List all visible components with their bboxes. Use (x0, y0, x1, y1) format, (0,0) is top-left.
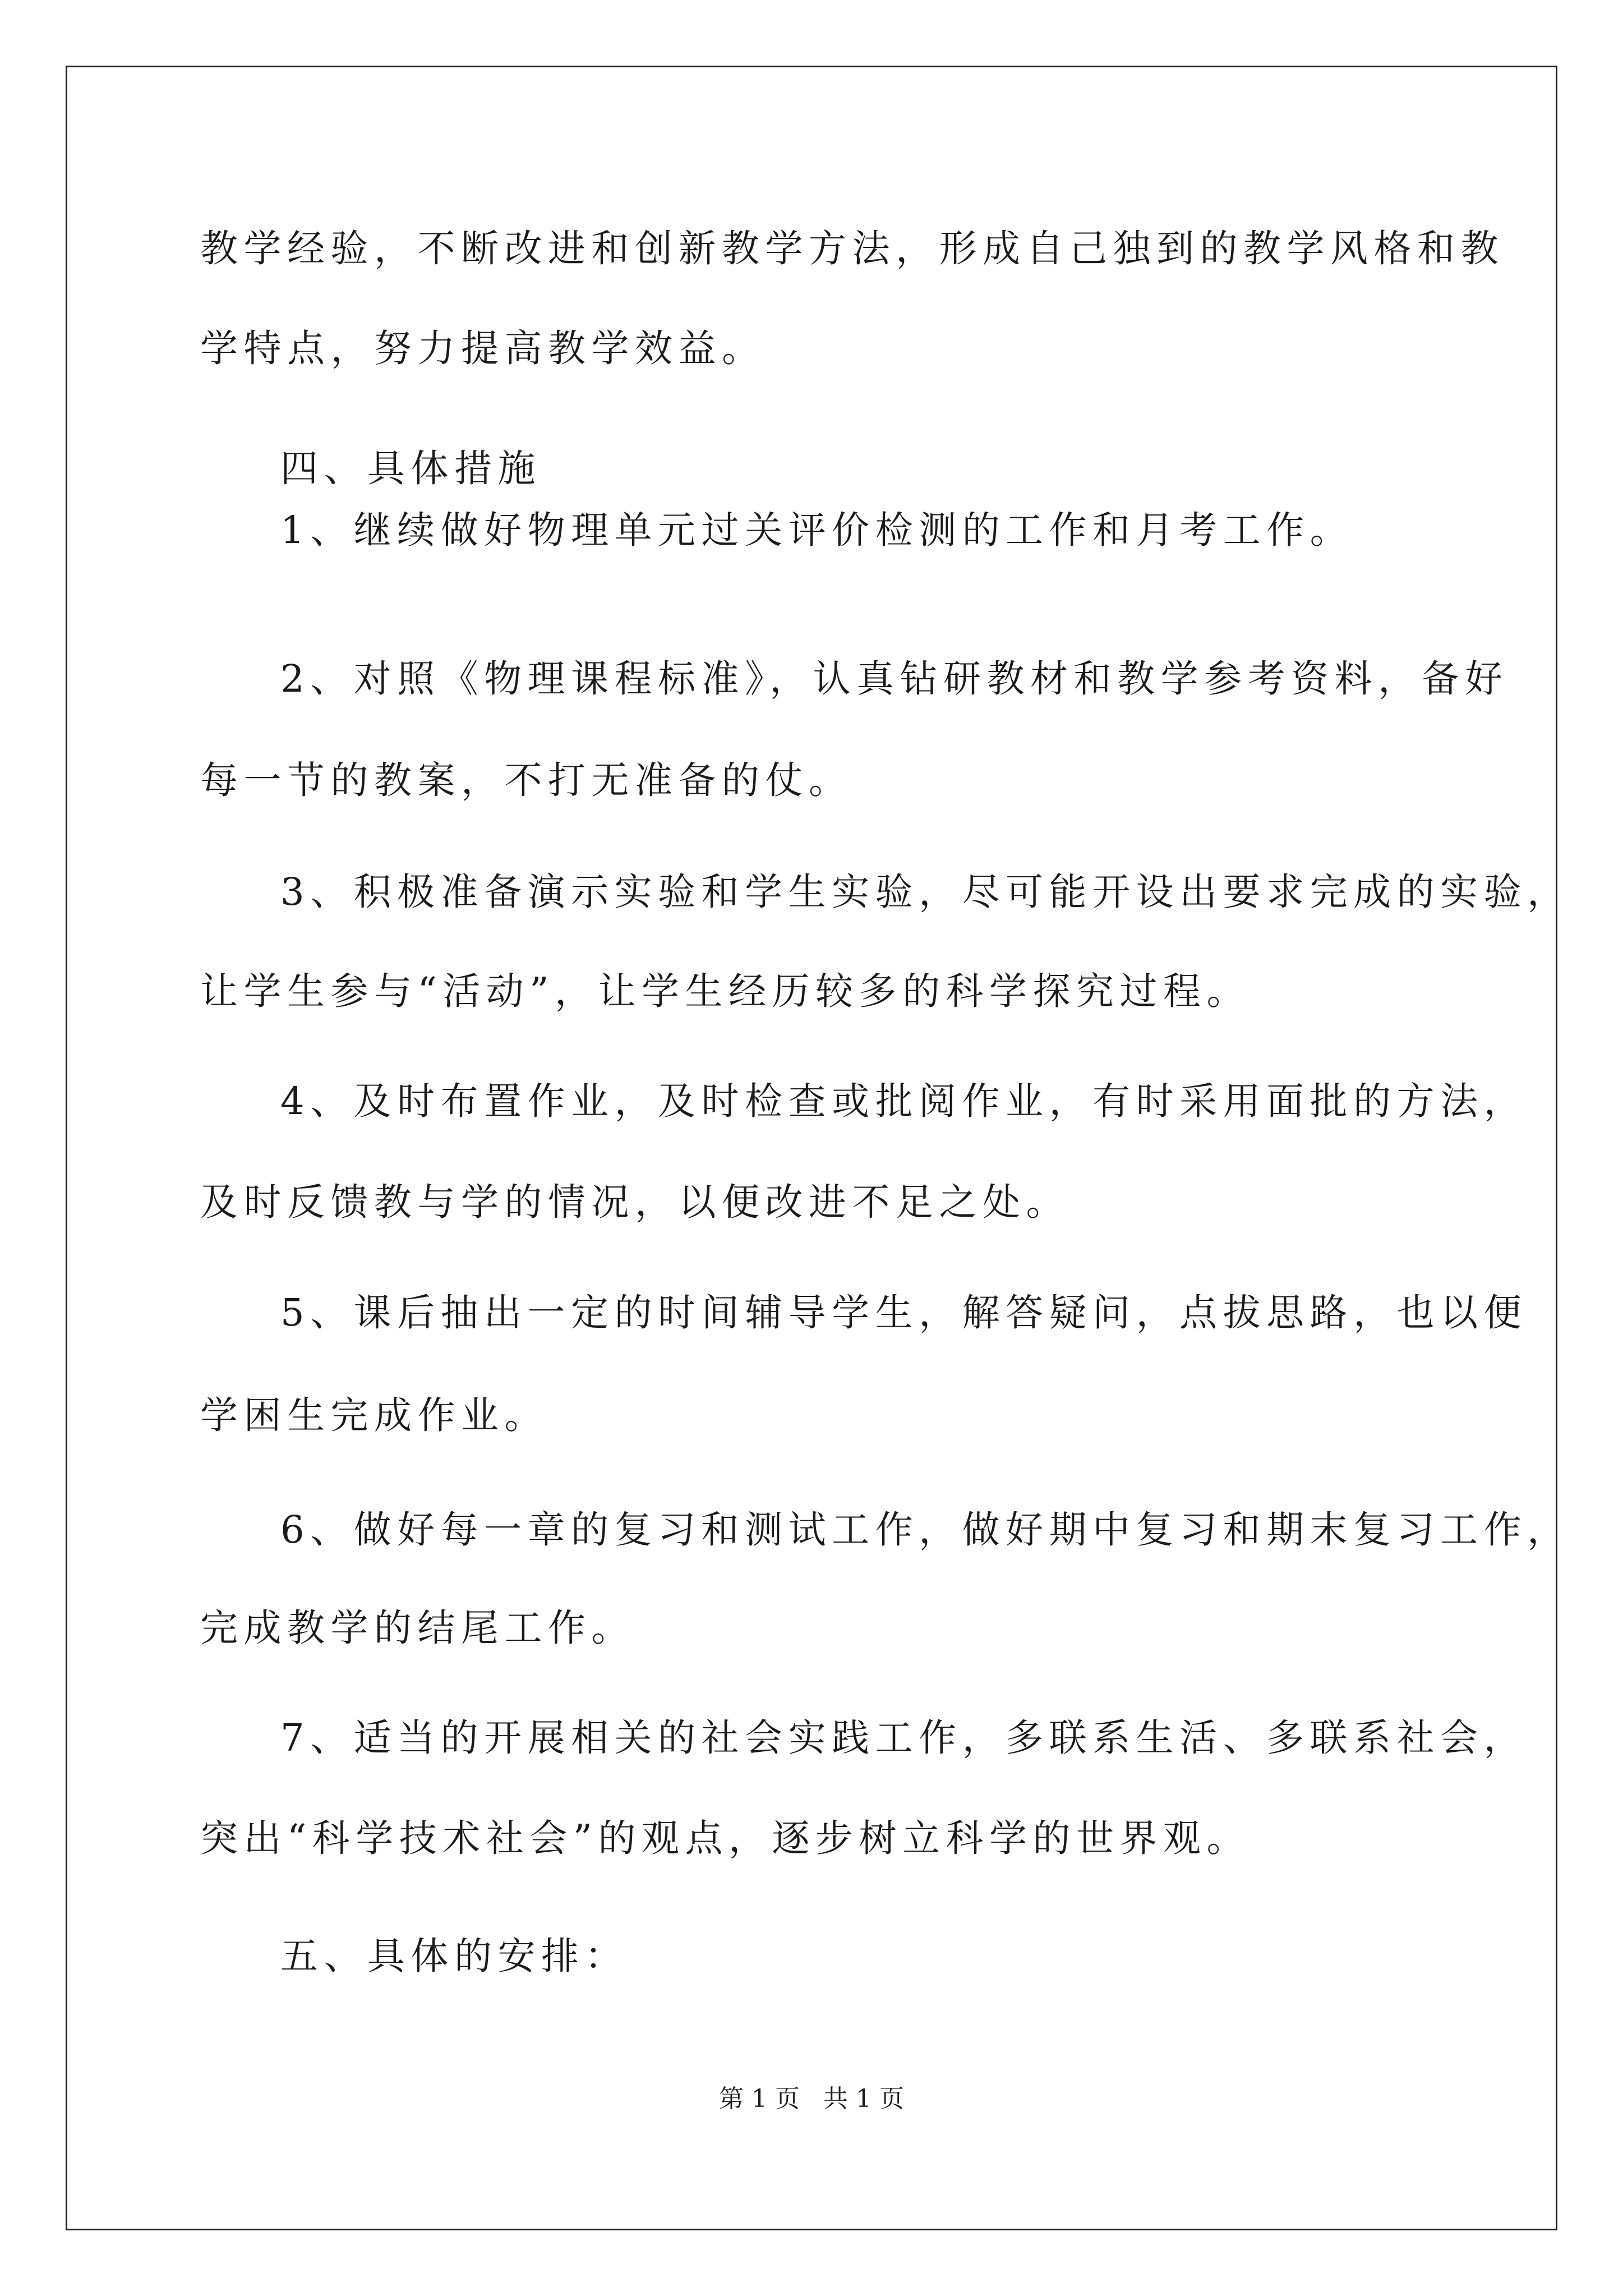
body-line: 2、对照《物理课程标准》，认真钻研教材和教学参考资料，备好 (280, 657, 1509, 701)
body-line: 完成教学的结尾工作。 (200, 1606, 635, 1650)
page-border (66, 66, 1557, 2230)
section-heading: 五、具体的安排： (280, 1934, 628, 1978)
body-line: 6、做好每一章的复习和测试工作，做好期中复习和期末复习工作， (280, 1508, 1571, 1552)
body-line: 及时反馈教与学的情况，以便改进不足之处。 (200, 1180, 1069, 1224)
body-line: 3、积极准备演示实验和学生实验，尽可能开设出要求完成的实验， (280, 870, 1571, 914)
body-line: 突出“科学技术社会”的观点，逐步树立科学的世界观。 (200, 1816, 1251, 1860)
body-line: 学特点，努力提高教学效益。 (200, 326, 766, 370)
section-heading: 四、具体措施 (280, 447, 541, 490)
body-line: 5、课后抽出一定的时间辅导学生，解答疑问，点拔思路，也以便 (280, 1291, 1528, 1335)
body-line: 4、及时布置作业，及时检查或批阅作业，有时采用面批的方法， (280, 1079, 1528, 1123)
body-line: 学困生完成作业。 (200, 1393, 548, 1437)
body-line: 教学经验，不断改进和创新教学方法，形成自己独到的教学风格和教 (200, 227, 1504, 270)
body-line: 让学生参与“活动”，让学生经历较多的科学探究过程。 (200, 969, 1251, 1013)
body-line: 7、适当的开展相关的社会实践工作，多联系生活、多联系社会， (280, 1716, 1528, 1760)
page-footer: 第 1 页 共 1 页 (719, 2085, 904, 2113)
body-line: 每一节的教案，不打无准备的仗。 (200, 758, 852, 802)
body-line: 1、继续做好物理单元过关评价检测的工作和月考工作。 (280, 508, 1354, 552)
